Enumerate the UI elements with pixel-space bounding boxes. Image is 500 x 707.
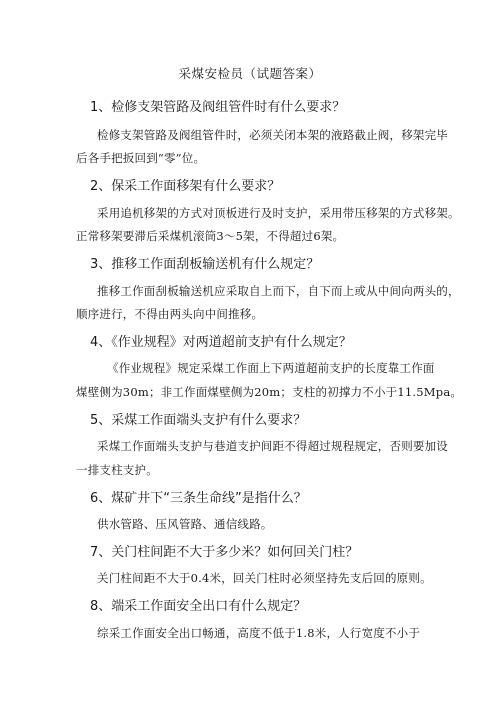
- answer-4-line-1: 《作业规程》规定采煤工作面上下两道超前支护的长度靠工作面: [107, 361, 435, 375]
- answer-7-line-1: 关门柱间距不大于0.4米，回关门柱时必须坚持先支后回的原则。: [97, 571, 432, 585]
- answer-5-line-2: 一排支柱支护。: [76, 463, 158, 477]
- question-1: 1、检修支架管路及阀组管件时有什么要求？: [90, 100, 346, 115]
- question-2: 2、保采工作面移架有什么要求？: [90, 179, 281, 194]
- answer-6-line-1: 供水管路、压风管路、通信线路。: [97, 517, 273, 531]
- answer-4-line-2: 煤壁侧为30m；非工作面煤壁侧为20m；支柱的初撑力不小于11.5Mpa。: [76, 385, 463, 399]
- answer-2-line-1: 采用追机移架的方式对顶板进行及时支护，采用带压移架的方式移架。: [97, 206, 460, 220]
- question-5: 5、采煤工作面端头支护有什么要求？: [90, 413, 307, 428]
- answer-5-line-1: 采煤工作面端头支护与巷道支护间距不得超过规程规定，否则要加设: [97, 439, 448, 453]
- question-4: 4、《作业规程》对两道超前支护有什么规定？: [90, 335, 352, 350]
- answer-1-line-1: 检修支架管路及阀组管件时，必须关闭本架的液路截止阀，移架完毕: [97, 128, 448, 142]
- document-title: 采煤安检员（试题答案）: [178, 66, 322, 81]
- question-6: 6、煤矿井下“三条生命线”是指什么？: [90, 491, 307, 506]
- question-7: 7、关门柱间距不大于多少米？如何回关门柱？: [90, 545, 359, 560]
- answer-2-line-2: 正常移架要滞后采煤机滚筒3～5架，不得超过6架。: [76, 229, 345, 243]
- question-3: 3、推移工作面刮板输送机有什么规定？: [90, 257, 320, 272]
- question-8: 8、端采工作面安全出口有什么规定？: [90, 599, 307, 614]
- answer-3-line-2: 顺序进行，不得由两头向中间推移。: [76, 307, 264, 321]
- answer-3-line-1: 推移工作面刮板输送机应采取自上而下，自下而上或从中间向两头的，: [97, 284, 460, 298]
- answer-8-line-1: 综采工作面安全出口畅通，高度不低于1.8米，人行宽度不小于: [97, 626, 421, 640]
- answer-1-line-2: 后各手把扳回到“零”位。: [76, 151, 206, 165]
